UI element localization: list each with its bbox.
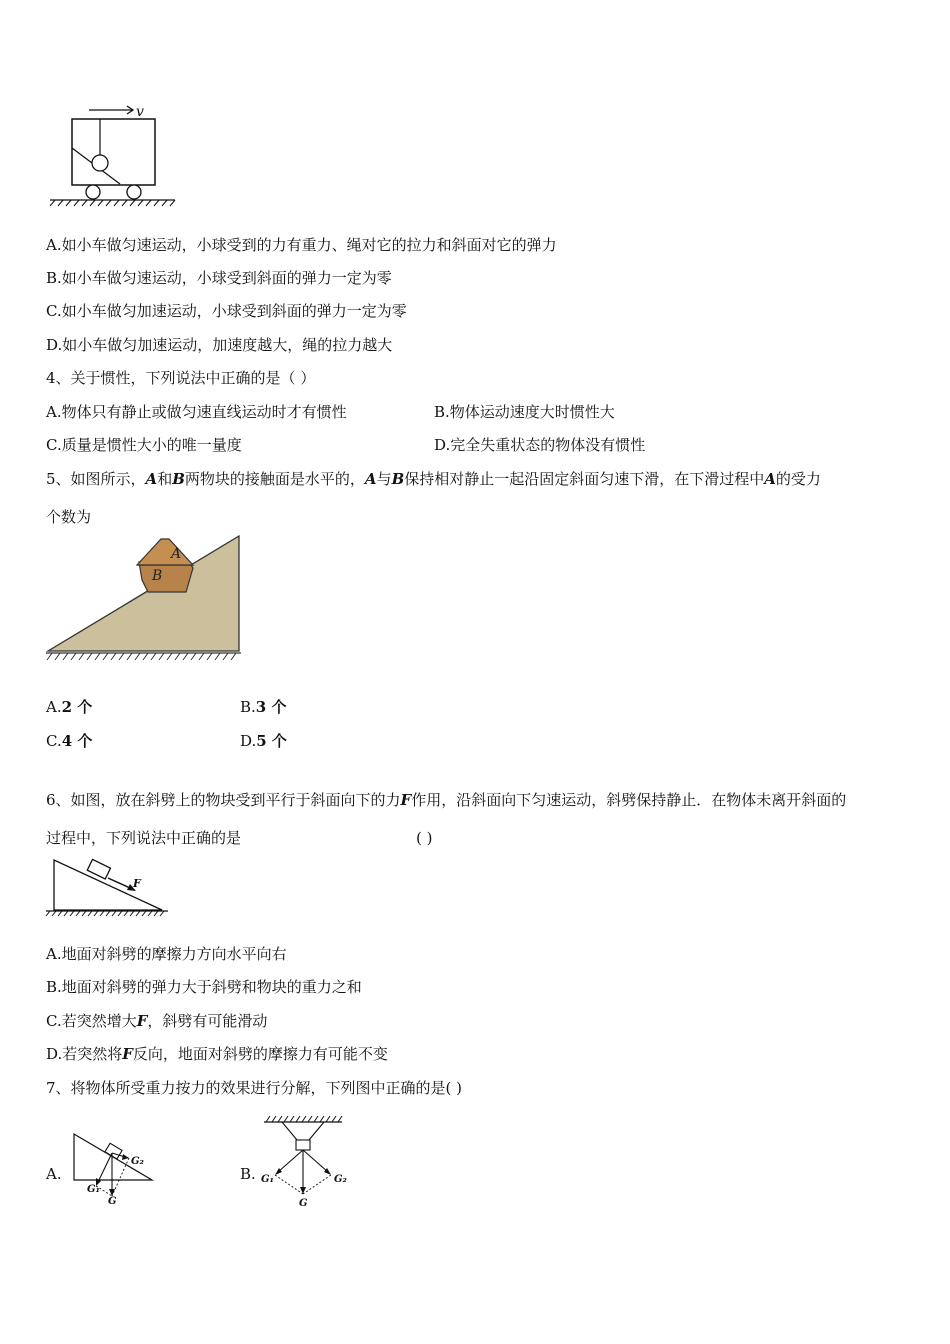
q5-stem-line1 — [46, 469, 821, 489]
block-b-label: B — [152, 568, 163, 584]
q4-option-a: A.物体只有静止或做匀速直线运动时才有惯性 — [46, 403, 347, 421]
q6-option-c — [46, 1011, 267, 1031]
g1-label: G₁ — [261, 1174, 274, 1185]
g2-label: G₂ — [334, 1174, 347, 1185]
q4-option-b: B.物体运动速度大时惯性大 — [434, 403, 615, 421]
var-a: A — [145, 470, 158, 488]
var-f: F — [136, 1012, 148, 1030]
q5-option-b — [240, 697, 286, 717]
var-b: B — [391, 470, 405, 488]
q7-option-a-label: A. — [46, 1165, 62, 1183]
q3-option-b: B.如小车做匀速运动，小球受到斜面的弹力一定为零 — [46, 269, 392, 287]
g-label: G — [108, 1196, 117, 1207]
q6-stem-line2: 过程中，下列说法中正确的是 — [46, 829, 242, 847]
option-value: 2 个 — [61, 698, 93, 716]
q7-option-b-label: B. — [240, 1165, 256, 1183]
q6-option-text: ，斜劈有可能滑动 — [147, 1012, 268, 1030]
q5-option-a — [46, 697, 92, 717]
q5-stem-text: 5、如图所示， — [46, 470, 146, 488]
q5-stem-text: 的受力 — [775, 470, 821, 488]
option-letter: D. — [240, 732, 257, 750]
g1-label: G₁ — [87, 1184, 100, 1195]
q6-stem-line1 — [46, 790, 846, 810]
q3-option-d: D.如小车做匀加速运动，加速度越大，绳的拉力越大 — [46, 336, 393, 354]
q6-option-text: 反向，地面对斜劈的摩擦力有可能不变 — [132, 1045, 388, 1063]
g2-label: G₂ — [131, 1156, 144, 1167]
q5-stem-text: 与 — [376, 470, 392, 488]
q6-option-d — [46, 1044, 388, 1064]
q4-option-c: C.质量是惯性大小的唯一量度 — [46, 436, 242, 454]
q7-stem: 7、将物体所受重力按力的效果进行分解，下列图中正确的是( ) — [46, 1079, 463, 1097]
q5-stem-text: 和 — [157, 470, 173, 488]
q6-stem-text: 作用，沿斜面向下匀速运动，斜劈保持静止．在物体未离开斜面的 — [411, 791, 847, 809]
q6-answer-paren: ( ) — [416, 829, 433, 847]
option-letter: C. — [46, 732, 62, 750]
var-f: F — [122, 1045, 133, 1063]
q6-option-a: A.地面对斜劈的摩擦力方向水平向右 — [46, 945, 287, 963]
q7-figure-a — [66, 1130, 158, 1208]
var-a: A — [764, 470, 776, 488]
q7-figure-b — [256, 1112, 352, 1210]
q4-stem: 4、关于惯性，下列说法中正确的是（ ） — [46, 369, 316, 387]
velocity-label: v — [136, 104, 144, 120]
incline-blocks-figure — [44, 534, 244, 666]
q5-stem-text: 两物块的接触面是水平的， — [184, 470, 365, 488]
q5-stem-text: 保持相对静止一起沿固定斜面匀速下滑，在下滑过程中 — [404, 470, 765, 488]
option-letter: B. — [240, 698, 256, 716]
force-f-label: F — [133, 877, 141, 890]
q3-option-a: A.如小车做匀速运动，小球受到的力有重力、绳对它的拉力和斜面对它的弹力 — [46, 236, 557, 254]
q5-option-d — [240, 731, 287, 751]
g-label: G — [299, 1198, 308, 1209]
option-value: 3 个 — [255, 698, 287, 716]
q3-option-c: C.如小车做匀加速运动，小球受到斜面的弹力一定为零 — [46, 302, 407, 320]
option-value: 5 个 — [256, 732, 287, 750]
q4-option-d: D.完全失重状态的物体没有惯性 — [434, 436, 646, 454]
option-value: 4 个 — [61, 732, 93, 750]
block-a-label: A — [171, 546, 182, 562]
var-f: F — [400, 791, 412, 809]
q5-stem-line2: 个数为 — [46, 508, 92, 526]
q6-stem-text: 6、如图，放在斜劈上的物块受到平行于斜面向下的力 — [46, 791, 401, 809]
wedge-force-figure — [44, 856, 170, 918]
q6-option-text: C.若突然增大 — [46, 1012, 137, 1030]
var-b: B — [172, 470, 185, 488]
q6-option-text: D.若突然将 — [46, 1045, 123, 1063]
q5-option-c — [46, 731, 92, 751]
option-letter: A. — [46, 698, 62, 716]
q6-option-b: B.地面对斜劈的弹力大于斜劈和物块的重力之和 — [46, 978, 362, 996]
var-a: A — [364, 470, 377, 488]
cart-ball-figure — [45, 100, 185, 212]
